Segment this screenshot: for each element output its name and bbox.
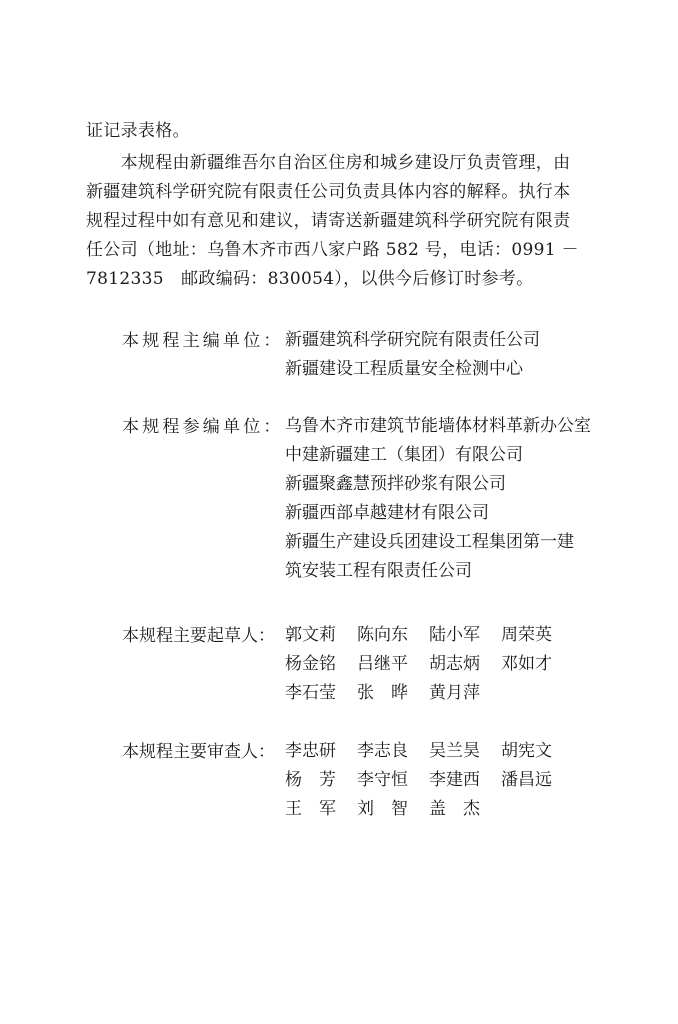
paragraph-line: 任公司（地址：乌鲁木齐市西八家户路 582 号，电话：0991 － <box>86 240 579 260</box>
paragraph-line: 7812335 邮政编码：830054），以供今后修订时参考。 <box>86 269 534 289</box>
participating-unit-item: 新疆聚鑫慧预拌砂浆有限公司 <box>285 474 506 494</box>
paragraph-line: 新疆建筑科学研究院有限责任公司负责具体内容的解释。执行本 <box>86 182 571 202</box>
reviewers-row <box>285 766 573 795</box>
reviewer-name: 李忠研 <box>285 741 336 761</box>
drafter-name: 周荣英 <box>501 625 552 645</box>
reviewers-label: 本规程主要审查人： <box>122 742 275 762</box>
participating-unit-item: 新疆西部卓越建材有限公司 <box>285 503 489 523</box>
participating-units-label: 本规程参编单位： <box>122 417 284 437</box>
chief-unit-item: 新疆建设工程质量安全检测中心 <box>285 359 523 379</box>
reviewer-name: 杨 芳 <box>285 770 336 790</box>
reviewer-name: 李守恒 <box>357 770 408 790</box>
chief-unit-item: 新疆建筑科学研究院有限责任公司 <box>285 330 540 350</box>
drafter-name: 吕继平 <box>357 654 408 674</box>
drafter-name: 杨金铭 <box>285 654 336 674</box>
drafters-row <box>285 650 573 679</box>
intro-line: 证记录表格。 <box>86 121 190 141</box>
reviewer-name: 胡宪文 <box>501 741 552 761</box>
reviewer-name: 潘昌远 <box>501 770 552 790</box>
reviewers-list <box>285 737 573 824</box>
drafters-row <box>285 621 573 650</box>
reviewer-name: 盖 杰 <box>429 799 480 819</box>
reviewer-name: 李志良 <box>357 741 408 761</box>
drafter-name: 陆小军 <box>429 625 480 645</box>
drafters-label: 本规程主要起草人： <box>122 626 275 646</box>
drafter-name: 邓如才 <box>501 654 552 674</box>
reviewer-name: 李建西 <box>429 770 480 790</box>
participating-unit-item: 筑安装工程有限责任公司 <box>285 561 472 581</box>
drafters-row <box>285 679 573 708</box>
reviewer-name: 吴兰昊 <box>429 741 480 761</box>
chief-units-label: 本规程主编单位： <box>122 331 284 351</box>
drafters-list <box>285 621 573 708</box>
drafter-name: 张 晔 <box>357 683 408 703</box>
management-paragraph <box>86 149 596 294</box>
reviewer-name: 王 军 <box>285 799 336 819</box>
participating-units-list <box>285 412 591 586</box>
participating-unit-item: 中建新疆建工（集团）有限公司 <box>285 445 523 465</box>
paragraph-line: 规程过程中如有意见和建议，请寄送新疆建筑科学研究院有限责 <box>86 211 571 231</box>
drafter-name: 黄月萍 <box>429 683 480 703</box>
participating-unit-item: 新疆生产建设兵团建设工程集团第一建 <box>285 532 574 552</box>
participating-unit-item: 乌鲁木齐市建筑节能墙体材料革新办公室 <box>285 416 591 436</box>
reviewers-row <box>285 795 573 824</box>
intro-fragment <box>86 117 596 146</box>
paragraph-line: 本规程由新疆维吾尔自治区住房和城乡建设厅负责管理，由 <box>86 153 571 173</box>
chief-units-list <box>285 326 540 384</box>
drafter-name: 李石莹 <box>285 683 336 703</box>
drafter-name: 郭文莉 <box>285 625 336 645</box>
reviewers-row <box>285 737 573 766</box>
drafter-name: 陈向东 <box>357 625 408 645</box>
drafter-name: 胡志炳 <box>429 654 480 674</box>
reviewer-name: 刘 智 <box>357 799 408 819</box>
